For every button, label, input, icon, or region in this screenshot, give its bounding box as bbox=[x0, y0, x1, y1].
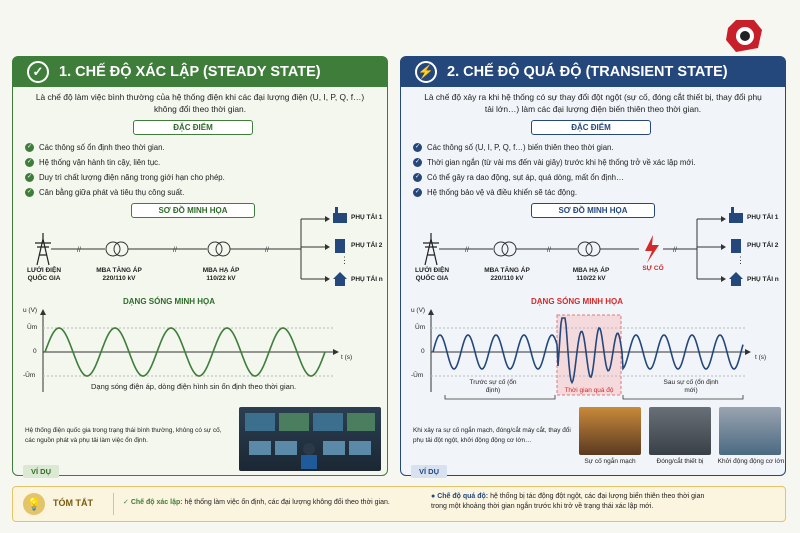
steady-features-title: ĐẶC ĐIỂM bbox=[133, 120, 253, 135]
check-icon: ✓ bbox=[414, 189, 421, 195]
load-1-label: PHỤ TẢI 1 bbox=[747, 214, 779, 221]
transient-title: 2. CHẾ ĐỘ QUÁ ĐỘ (TRANSIENT STATE) bbox=[447, 64, 728, 80]
transient-state-panel bbox=[400, 56, 786, 476]
steady-example-title: VÍ DỤ bbox=[23, 465, 59, 478]
fault-label: SỰ CỐ bbox=[642, 265, 664, 272]
before-fault-label: Trước sự cố (ổn định) bbox=[469, 379, 517, 394]
summary-box bbox=[12, 486, 786, 522]
load-2-label: PHỤ TẢI 2 bbox=[747, 242, 779, 249]
svg-text:⋮: ⋮ bbox=[340, 255, 349, 265]
feature-item: ✓ Hệ thống bảo vệ và điều khiển sẽ tác động. bbox=[414, 188, 577, 197]
steady-title: 1. CHẾ ĐỘ XÁC LẬP (STEADY STATE) bbox=[59, 64, 321, 80]
check-icon: ✓ bbox=[414, 159, 421, 165]
lightbulb-icon: 💡 bbox=[23, 493, 45, 515]
check-icon: ✓ bbox=[414, 144, 421, 150]
mba-up-label: MBA TĂNG ÁP 220/110 kV bbox=[484, 267, 530, 282]
transient-example-title: VÍ DỤ bbox=[411, 465, 447, 478]
fault-lightning-icon bbox=[645, 235, 659, 263]
check-icon: ✓ bbox=[26, 174, 33, 180]
transient-features-title: ĐẶC ĐIỂM bbox=[531, 120, 651, 135]
tick-um: Ûm bbox=[415, 324, 426, 331]
svg-text://: // bbox=[173, 247, 177, 254]
grid-label: LƯỚI ĐIỆN QUỐC GIA bbox=[414, 267, 450, 282]
switchgear-photo bbox=[649, 407, 711, 455]
load-1-label: PHỤ TẢI 1 bbox=[351, 214, 383, 221]
axis-y-label: u (V) bbox=[411, 307, 426, 314]
bullet-icon: ● bbox=[431, 493, 436, 500]
axis-x-label: t (s) bbox=[341, 354, 353, 361]
house-icon bbox=[729, 272, 743, 286]
tick-zero: 0 bbox=[33, 348, 37, 355]
summary-steady: ✓ Chế độ xác lập: hệ thống làm việc ổn định, các đại lượng không đổi theo thời gian. bbox=[123, 499, 390, 506]
mba-up-label: MBA TĂNG ÁP 220/110 kV bbox=[96, 267, 142, 282]
feature-item: ✓ Các thông số ổn định theo thời gian. bbox=[26, 143, 165, 152]
summary-divider bbox=[113, 493, 114, 515]
photo-caption-3: Khởi động động cơ lớn bbox=[717, 458, 785, 465]
feature-item: ✓ Thời gian ngắn (từ vài ms đến vài giây) trước khi hệ thống trở về xác lập mới. bbox=[414, 158, 696, 167]
mba-down-label: MBA HẠ ÁP 110/22 kV bbox=[202, 267, 240, 282]
photo-caption-1: Sự cố ngắn mạch bbox=[584, 458, 636, 465]
tick-zero: 0 bbox=[421, 348, 425, 355]
building-icon bbox=[731, 239, 741, 253]
lightning-icon: ⚡ bbox=[415, 61, 437, 83]
load-n-label: PHỤ TẢI n bbox=[747, 276, 779, 283]
mba-down-label: MBA HẠ ÁP 110/22 kV bbox=[572, 267, 610, 282]
feature-item: ✓ Có thể gây ra dao động, sụt áp, quá dòng, mất ổn định… bbox=[414, 173, 624, 182]
building-icon bbox=[335, 239, 345, 253]
transmission-tower-icon bbox=[35, 233, 51, 265]
axis-y-label: u (V) bbox=[23, 307, 38, 314]
transient-wave-title: DẠNG SÓNG MINH HỌA bbox=[531, 297, 623, 306]
svg-text://: // bbox=[547, 247, 551, 254]
check-circle-icon: ✓ bbox=[27, 61, 49, 83]
steady-state-panel bbox=[12, 56, 388, 476]
check-icon: ✓ bbox=[123, 499, 129, 506]
steady-description: Là chế độ làm việc bình thường của hệ thống điện khi các đại lượng điện (U, I, P, Q, f…) không đổi theo thời gian. bbox=[35, 92, 365, 114]
grid-label: LƯỚI ĐIỆN QUỐC GIA bbox=[26, 267, 62, 282]
motor-photo bbox=[719, 407, 781, 455]
transient-diagram-title: SƠ ĐỒ MINH HỌA bbox=[531, 203, 655, 218]
summary-title: TÓM TẮT bbox=[53, 498, 93, 508]
transient-period-label: Thời gian quá độ bbox=[564, 387, 614, 394]
transformer-icon bbox=[106, 242, 128, 256]
feature-item: ✓ Cân bằng giữa phát và tiêu thụ công suất. bbox=[26, 188, 185, 197]
svg-text://: // bbox=[465, 247, 469, 254]
svg-text:⋮: ⋮ bbox=[736, 255, 745, 265]
svg-text://: // bbox=[265, 247, 269, 254]
check-icon: ✓ bbox=[26, 189, 33, 195]
after-fault-label: Sau sự cố (ổn định mới) bbox=[663, 379, 719, 394]
check-icon: ✓ bbox=[26, 144, 33, 150]
steady-wave-caption: Dạng sóng điện áp, dòng điện hình sin ổn định theo thời gian. bbox=[91, 382, 297, 391]
svg-text://: // bbox=[673, 247, 677, 254]
transformer-icon bbox=[578, 242, 600, 256]
feature-item: ✓ Các thông số (U, I, P, Q, f…) biến thiên theo thời gian. bbox=[414, 143, 614, 152]
svg-text://: // bbox=[77, 247, 81, 254]
tick-neg: -Ûm bbox=[23, 372, 36, 379]
factory-icon bbox=[333, 207, 347, 223]
check-icon: ✓ bbox=[26, 159, 33, 165]
tick-neg: -Ûm bbox=[411, 372, 424, 379]
axis-x-label: t (s) bbox=[755, 354, 767, 361]
short-circuit-photo bbox=[579, 407, 641, 455]
steady-example-text: Hệ thống điện quốc gia trong trạng thái bình thường, không có sự cố, các nguồn phát và phụ tải làm việc ổn định. bbox=[25, 427, 222, 444]
transformer-icon bbox=[208, 242, 230, 256]
photo-caption-2: Đóng/cắt thiết bị bbox=[656, 458, 704, 465]
factory-icon bbox=[729, 207, 743, 223]
summary-transient: ● Chế độ quá độ: hệ thống bị tác động đột ngột, các đại lượng biến thiên theo thời gian trong một khoảng thời gian ngắn trước khi trở về trạng thái xác lập mới. bbox=[431, 493, 705, 510]
check-icon: ✓ bbox=[414, 174, 421, 180]
feature-item: ✓ Hệ thống vận hành tin cậy, liên tục. bbox=[26, 158, 161, 167]
house-icon bbox=[333, 272, 347, 286]
transient-description: Là chế độ xảy ra khi hệ thống có sự thay đổi đột ngột (sự cố, đóng cắt thiết bị, thay đổi phụ tải lớn…) làm các đại lượng điện biến thiên theo thời gian. bbox=[424, 92, 762, 114]
steady-wave-title: DẠNG SÓNG MINH HỌA bbox=[123, 297, 215, 306]
control-room-photo bbox=[239, 407, 381, 471]
transmission-tower-icon bbox=[423, 233, 439, 265]
transformer-icon bbox=[494, 242, 516, 256]
transient-example-text: Khi xảy ra sự cố ngắn mạch, đóng/cắt máy cắt, thay đổi phụ tải đột ngột, khởi động động cơ lớn… bbox=[413, 427, 571, 444]
tick-um: Ûm bbox=[27, 324, 38, 331]
load-2-label: PHỤ TẢI 2 bbox=[351, 242, 383, 249]
load-n-label: PHỤ TẢI n bbox=[351, 276, 383, 283]
steady-diagram-title: SƠ ĐỒ MINH HỌA bbox=[131, 203, 255, 218]
feature-item: ✓ Duy trì chất lượng điện năng trong giới hạn cho phép. bbox=[26, 173, 225, 182]
